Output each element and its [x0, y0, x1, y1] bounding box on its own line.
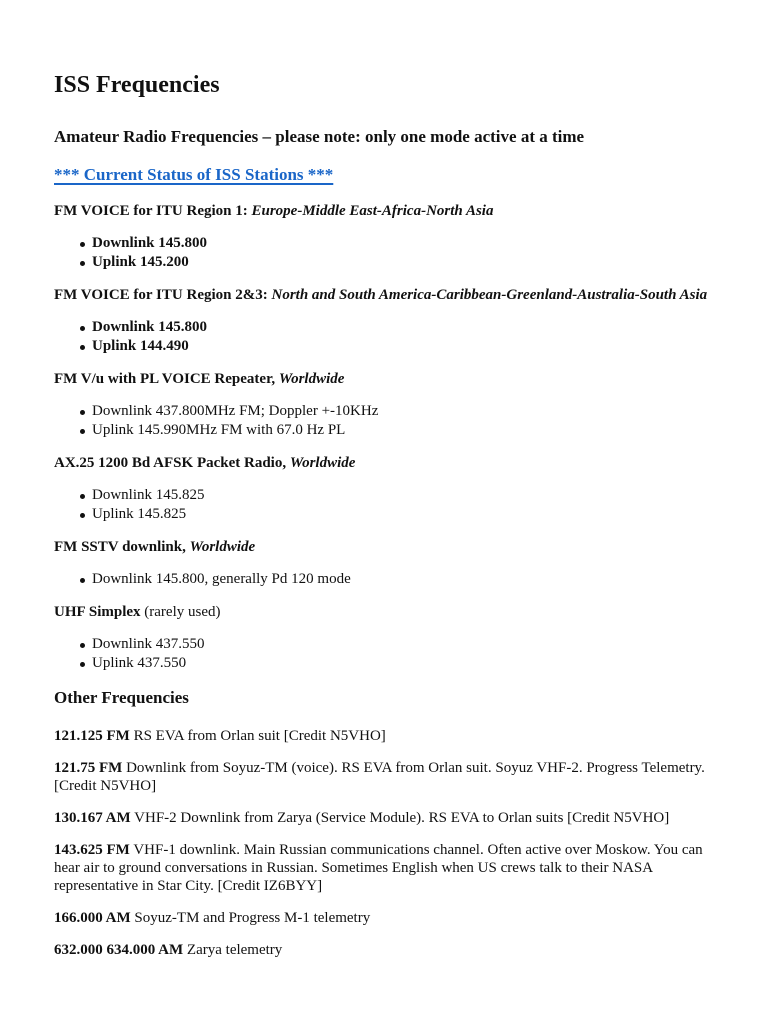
list-item: Uplink 437.550: [92, 654, 714, 673]
frequency-value: 121.125 FM: [54, 728, 130, 744]
frequency-entry: [54, 809, 714, 827]
frequency-description: RS EVA from Orlan suit [Credit N5VHO]: [133, 728, 386, 744]
section-heading-note: (rarely used): [144, 604, 221, 620]
section-heading-region: North and South America-Caribbean-Greenland-Australia-South Asia: [271, 287, 708, 303]
page-title: ISS Frequencies: [54, 72, 220, 98]
section-heading-region: Europe-Middle East-Africa-North Asia: [251, 203, 494, 219]
frequency-entry: [54, 727, 714, 745]
section-list: [54, 570, 714, 589]
frequency-value: 143.625 FM: [54, 842, 130, 858]
section-list: [54, 402, 714, 440]
section-heading-label: FM SSTV downlink,: [54, 539, 186, 555]
section-heading: [54, 603, 714, 621]
frequency-value: 166.000 AM: [54, 910, 131, 926]
frequency-description: Zarya telemetry: [186, 942, 283, 958]
frequency-value: 130.167 AM: [54, 810, 131, 826]
section-heading: [54, 202, 714, 220]
section-list: [54, 635, 714, 673]
list-item: Uplink 145.990MHz FM with 67.0 Hz PL: [92, 421, 714, 440]
section-heading: [54, 538, 714, 556]
section-heading-region: Worldwide: [189, 539, 256, 555]
section-heading-region: Worldwide: [289, 455, 356, 471]
section-heading-label: FM VOICE for ITU Region 2&3:: [54, 287, 268, 303]
section-heading: [54, 454, 714, 472]
frequency-description: VHF-2 Downlink from Zarya (Service Module). RS EVA to Orlan suits [Credit N5VHO]: [134, 810, 670, 826]
section-heading-label: FM V/u with PL VOICE Repeater,: [54, 371, 276, 387]
list-item: Downlink 437.800MHz FM; Doppler +-10KHz: [92, 402, 714, 421]
list-item: Downlink 145.800, generally Pd 120 mode: [92, 570, 714, 589]
frequency-entry: [54, 841, 714, 895]
section-heading-label: UHF Simplex: [54, 604, 141, 620]
section-heading-label: AX.25 1200 Bd AFSK Packet Radio,: [54, 455, 287, 471]
list-item: Uplink 145.825: [92, 505, 714, 524]
list-item: Downlink 145.825: [92, 486, 714, 505]
frequency-entry: [54, 941, 714, 959]
frequency-description: Soyuz-TM and Progress M-1 telemetry: [134, 910, 371, 926]
frequency-description: VHF-1 downlink. Main Russian communications channel. Often active over Moskow. You can hear air to ground conversations in Russian. Sometimes English when US crews talk to their NASA representative in Star City. [Credit IZ6BYY]: [54, 842, 703, 894]
frequency-value: 121.75 FM: [54, 760, 123, 776]
list-item: Downlink 145.800: [92, 234, 714, 253]
frequency-entry: [54, 909, 714, 927]
page-subtitle: Amateur Radio Frequencies – please note: only one mode active at a time: [54, 127, 585, 146]
list-item: Downlink 145.800: [92, 318, 714, 337]
list-item: Uplink 144.490: [92, 337, 714, 356]
frequency-content: [54, 202, 714, 973]
frequency-entry: [54, 759, 714, 795]
section-heading: [54, 370, 714, 388]
other-frequencies-heading: Other Frequencies: [54, 688, 189, 707]
section-heading: [54, 286, 714, 304]
status-link[interactable]: *** Current Status of ISS Stations ***: [54, 165, 334, 184]
frequency-value: 632.000 634.000 AM: [54, 942, 184, 958]
list-item: Downlink 437.550: [92, 635, 714, 654]
section-list: [54, 318, 714, 356]
section-list: [54, 486, 714, 524]
section-heading-region: Worldwide: [278, 371, 345, 387]
section-heading-label: FM VOICE for ITU Region 1:: [54, 203, 248, 219]
frequency-description: Downlink from Soyuz-TM (voice). RS EVA from Orlan suit. Soyuz VHF-2. Progress Telemetry. [Credit N5VHO]: [54, 760, 705, 794]
section-list: [54, 234, 714, 272]
list-item: Uplink 145.200: [92, 253, 714, 272]
